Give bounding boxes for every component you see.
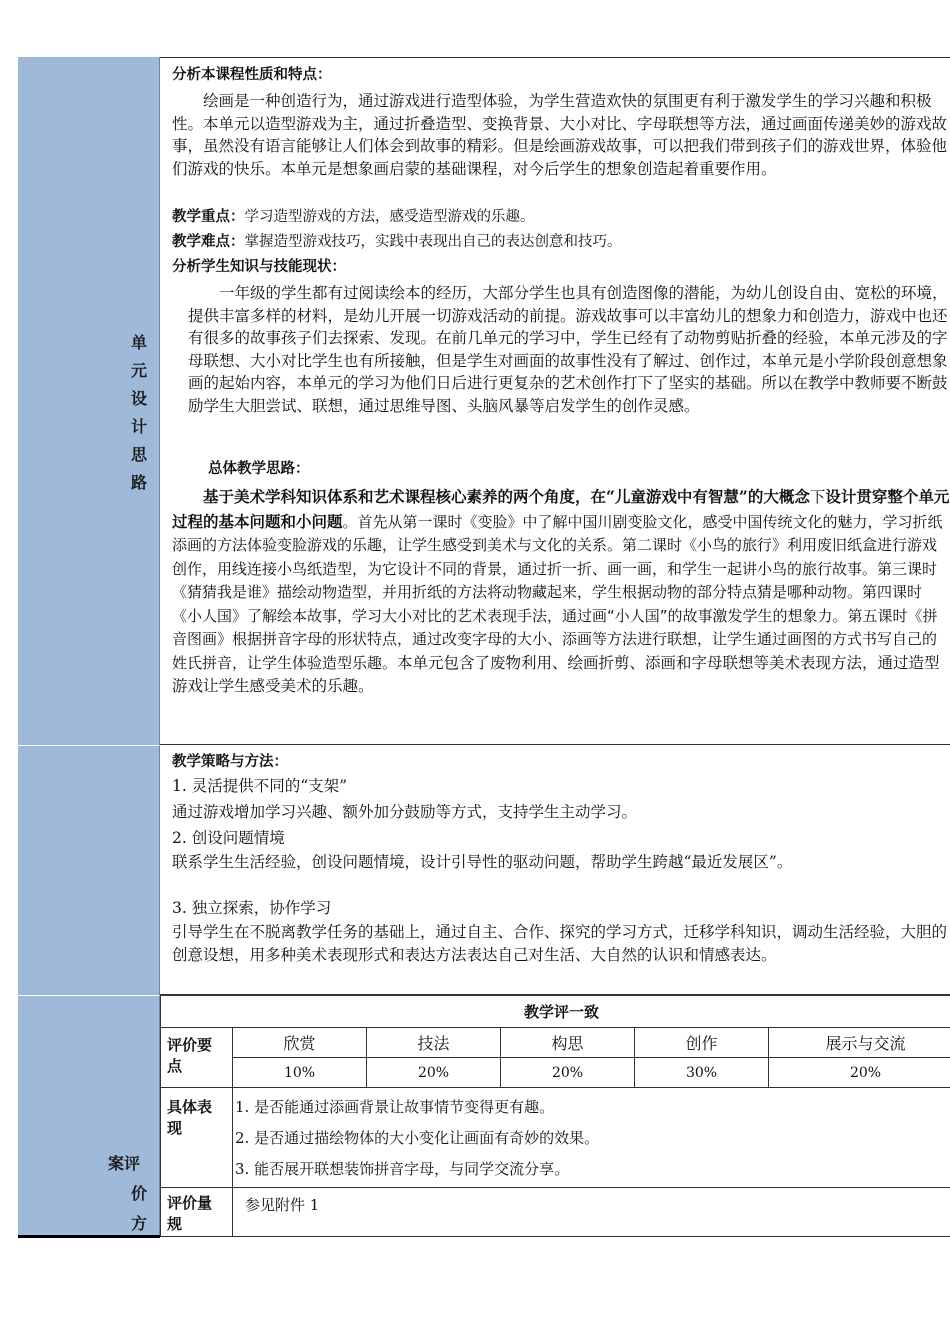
eval-side-label-c: 方 <box>131 1214 148 1233</box>
evaluation-table <box>160 995 950 1237</box>
analysis-text: 绘画是一种创造行为，通过游戏进行造型体验，为学生营造欢快的氛围更有利于激发学生的学习兴趣和积极性。本单元以造型游戏为主，通过折叠造型、变换背景、大小对比、字母联想等方法，通过画面传递美妙的游戏故事，虽然没有语言能够让人们体会到故事的精彩。但是绘画游戏故事，可以把我们带到孩子们的游戏世界，体验他们游戏的快乐。本单元是想象画启蒙的基础课程，对今后学生的想象创造起着重要作用。 <box>172 92 948 178</box>
eval-side-label-a: 案评 <box>108 1154 141 1173</box>
points-label: 评价要点 <box>161 1028 233 1088</box>
strategy-sidebar <box>18 745 160 996</box>
strategy-item: 联系学生生活经验，创设问题情境，设计引导性的驱动问题，帮助学生跨越“最近发展区”。 <box>172 853 793 871</box>
strategy-item: 1. 灵活提供不同的“支架” <box>172 777 348 795</box>
unit-design-label-char: 单 <box>131 333 148 352</box>
unit-design-label-char: 元 <box>131 361 148 380</box>
unit-design-label-text <box>131 335 149 491</box>
unit-design-content <box>160 57 950 745</box>
weight-value: 20% <box>367 1058 501 1088</box>
difficulty-point: 教学难点：掌握造型游戏技巧，实践中表现出自己的表达创意和技巧。 <box>172 234 622 250</box>
evaluation-title: 教学评一致 <box>161 996 950 1028</box>
evaluation-sidebar <box>18 995 160 1238</box>
evaluation-content <box>160 995 950 1237</box>
strategy-item: 3. 独立探索，协作学习 <box>172 899 332 917</box>
key-point: 教学重点：学习造型游戏的方法，感受造型游戏的乐趣。 <box>172 209 535 225</box>
strategy-heading: 教学策略与方法： <box>172 754 288 770</box>
column-header: 欣赏 <box>233 1028 367 1058</box>
analysis-heading: 分析本课程性质和特点： <box>172 67 332 83</box>
unit-design-label-char: 思 <box>131 445 148 464</box>
performance-item: 2. 是否通过描绘物体的大小变化让画面有奇妙的效果。 <box>235 1129 600 1147</box>
unit-design-label <box>131 335 149 503</box>
student-heading: 分析学生知识与技能现状： <box>172 259 346 275</box>
overall-heading: 总体教学思路： <box>208 461 310 477</box>
column-header: 创作 <box>635 1028 769 1058</box>
unit-design-label-char: 设 <box>131 389 148 408</box>
performance-item: 1. 是否能通过添画背景让故事情节变得更有趣。 <box>235 1098 555 1116</box>
performance-item: 3. 能否展开联想装饰拼音字母，与同学交流分享。 <box>235 1160 570 1178</box>
lesson-plan-table <box>18 57 950 1237</box>
strategy-content <box>160 745 950 995</box>
student-text: 一年级的学生都有过阅读绘本的经历，大部分学生也具有创造图像的潜能，为幼儿创设自由、宽松的环境，提供丰富多样的材料，是幼儿开展一切游戏活动的前提。游戏故事可以丰富幼儿的想象力和创造力，游戏中也还有很多的故事孩子们去探索、发现。在前几单元的学习中，学生已经有了动物剪贴折叠的经验，本单元涉及的字母联想、大小对比学生也有所接触，但是学生对画面的故事性没有了解过、创作过，本单元是小学阶段创意想象画的起始内容，本单元的学习为他们日后进行更复杂的艺术创作打下了坚实的基础。所以在教学中教师要不断鼓励学生大胆尝试、联想，通过思维导图、头脑风暴等启发学生的创作灵感。 <box>188 284 948 415</box>
rubric-text: 参见附件 1 <box>233 1188 950 1237</box>
rubric-label: 评价量规 <box>161 1188 233 1237</box>
unit-design-label-char: 计 <box>131 417 148 436</box>
unit-design-sidebar <box>18 57 160 745</box>
eval-side-label-b: 价 <box>131 1184 148 1203</box>
column-header: 展示与交流 <box>769 1028 950 1058</box>
weight-value: 20% <box>769 1058 950 1088</box>
strategy-item: 2. 创设问题情境 <box>172 829 285 847</box>
weight-value: 30% <box>635 1058 769 1088</box>
overall-text: 基于美术学科知识体系和艺术课程核心素养的两个角度，在“儿童游戏中有智慧”的大概念下设计贯穿整个单元过程的基本问题和小问题。首先从第一课时《变脸》中了解中国川剧变脸文化，感受中国传统文化的魅力，学习折纸添画的方法体验变脸游戏的乐趣，让学生感受到美术与文化的关系。第二课时《小鸟的旅行》利用废旧纸盒进行游戏创作，用线连接小鸟纸造型，为它设计不同的背景，通过折一折、画一画，和学生一起讲小鸟的旅行故事。第三课时《猜猜我是谁》描绘动物造型，并用折纸的方法将动物藏起来，学生根据动物的部分特点猜是哪种动物。第四课时《小人国》了解绘本故事，学习大小对比的艺术表现手法，通过画“小人国”的故事激发学生的想象力。第五课时《拼音图画》根据拼音字母的形状特点，通过改变字母的大小、添画等方法进行联想，让学生通过画图的方式书写自己的姓氏拼音，让学生体验造型乐趣。本单元包含了废物利用、绘画折剪、添画和字母联想等美术表现方法，通过造型游戏让学生感受美术的乐趣。 <box>172 487 950 695</box>
table-bottom-border <box>18 1235 160 1238</box>
weight-value: 20% <box>501 1058 635 1088</box>
strategy-item: 引导学生在不脱离教学任务的基础上，通过自主、合作、探究的学习方式，迁移学科知识，调动生活经验，大胆的创意设想，用多种美术表现形式和表达方法表达自己对生活、大自然的认识和情感表达。 <box>172 923 948 964</box>
strategy-item: 通过游戏增加学习兴趣、额外加分鼓励等方式，支持学生主动学习。 <box>172 803 638 821</box>
performance-list <box>233 1088 950 1188</box>
weight-value: 10% <box>233 1058 367 1088</box>
column-header: 技法 <box>367 1028 501 1058</box>
performance-label: 具体表现 <box>161 1088 233 1188</box>
unit-design-label-char: 路 <box>131 473 148 492</box>
column-header: 构思 <box>501 1028 635 1058</box>
